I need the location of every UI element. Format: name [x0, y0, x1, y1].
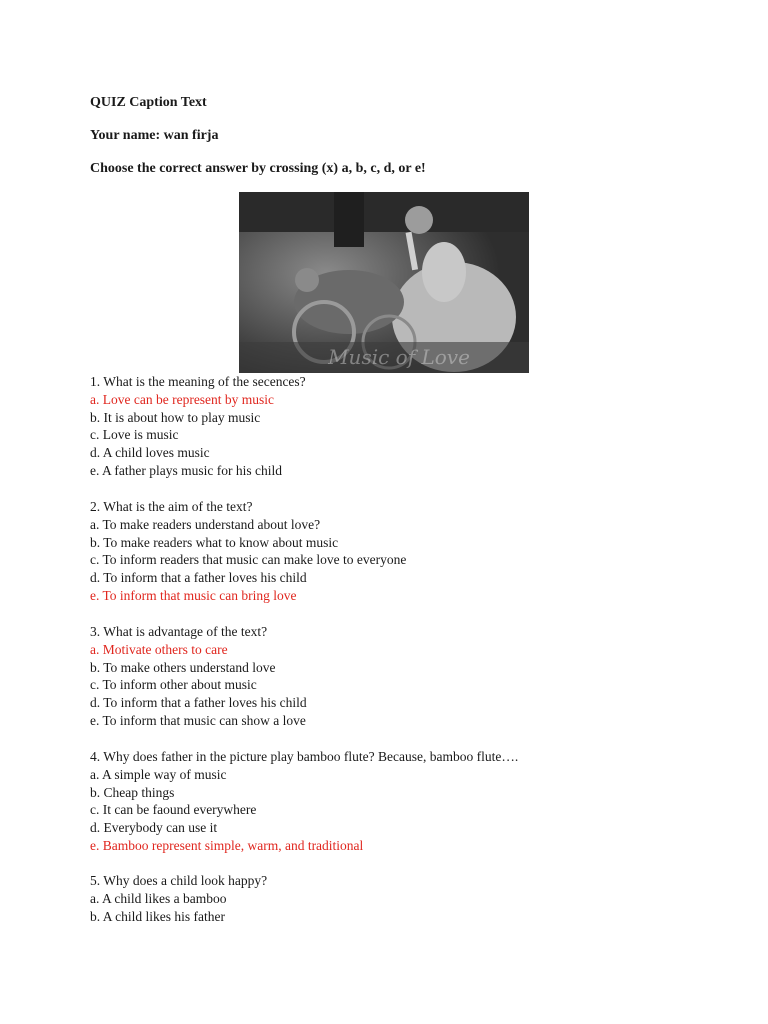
answer-option-b[interactable]: b. Cheap things — [90, 784, 175, 800]
answer-option-a[interactable]: a. A child likes a bamboo — [90, 890, 227, 906]
question-block-5 — [90, 872, 267, 925]
answer-option-b[interactable]: b. To make others understand love — [90, 659, 276, 675]
photo-watermark: Music of Love — [328, 345, 470, 369]
question-block-4 — [90, 748, 518, 855]
question-block-1 — [90, 373, 306, 480]
question-text: 4. Why does father in the picture play bamboo flute? Because, bamboo flute…. — [90, 749, 519, 764]
answer-option-c[interactable]: c. To inform other about music — [90, 677, 257, 693]
quiz-title: QUIZ Caption Text — [90, 95, 207, 110]
answer-option-d[interactable]: d. Everybody can use it — [90, 820, 218, 836]
instruction-line: Choose the correct answer by crossing (x) a, b, c, d, or e! — [90, 161, 426, 176]
question-block-2 — [90, 498, 406, 605]
quiz-photo — [239, 192, 529, 373]
answer-option-a[interactable]: a. To make readers understand about love? — [90, 516, 321, 532]
answer-option-d[interactable]: d. To inform that a father loves his child — [90, 570, 307, 586]
question-text: 5. Why does a child look happy? — [90, 873, 268, 888]
answer-option-a[interactable]: a. Motivate others to care — [90, 641, 228, 657]
answer-option-b[interactable]: b. It is about how to play music — [90, 409, 261, 425]
answer-option-d[interactable]: d. To inform that a father loves his child — [90, 695, 307, 711]
answer-option-c[interactable]: c. It can be faound everywhere — [90, 802, 257, 818]
answer-option-e[interactable]: e. A father plays music for his child — [90, 462, 282, 478]
answer-option-c[interactable]: c. To inform readers that music can make love to everyone — [90, 552, 407, 568]
question-text: 2. What is the aim of the text? — [90, 499, 253, 514]
student-name-line: Your name: wan firja — [90, 128, 219, 143]
answer-option-e[interactable]: e. To inform that music can bring love — [90, 587, 297, 603]
answer-option-b[interactable]: b. To make readers what to know about music — [90, 534, 339, 550]
answer-option-d[interactable]: d. A child loves music — [90, 445, 210, 461]
question-text: 3. What is advantage of the text? — [90, 624, 268, 639]
answer-option-a[interactable]: a. Love can be represent by music — [90, 391, 275, 407]
question-block-3 — [90, 623, 307, 730]
answer-option-b[interactable]: b. A child likes his father — [90, 908, 225, 924]
question-text: 1. What is the meaning of the secences? — [90, 374, 306, 389]
answer-option-e[interactable]: e. To inform that music can show a love — [90, 712, 306, 728]
answer-option-e[interactable]: e. Bamboo represent simple, warm, and traditional — [90, 837, 364, 853]
answer-option-c[interactable]: c. Love is music — [90, 427, 179, 443]
answer-option-a[interactable]: a. A simple way of music — [90, 766, 227, 782]
father-child-photo-illustration — [239, 192, 529, 373]
